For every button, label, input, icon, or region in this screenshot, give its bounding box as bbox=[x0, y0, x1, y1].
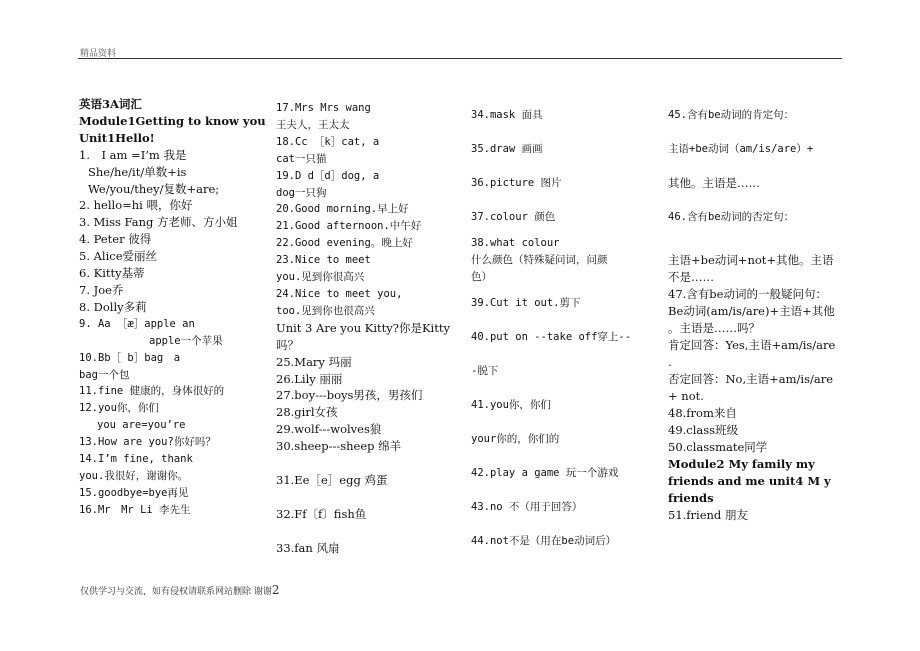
vocab-line: 49.class班级 bbox=[668, 423, 739, 437]
vocab-line: 主语+be动词+not+其他。主语 bbox=[668, 253, 834, 267]
vocab-line: 38.what colour bbox=[471, 237, 560, 249]
vocab-line: friends bbox=[668, 491, 714, 505]
spacer bbox=[276, 523, 452, 540]
spacer bbox=[471, 414, 647, 431]
vocab-line: 20.Good morning.早上好 bbox=[276, 203, 409, 216]
vocab-line: apple一个苹果 bbox=[149, 334, 223, 347]
vocab-line: too.见到你也很高兴 bbox=[276, 304, 375, 317]
vocab-line: 35.draw 画画 bbox=[471, 143, 543, 155]
spacer bbox=[668, 124, 844, 141]
vocab-line: 34.mask 面具 bbox=[471, 109, 543, 121]
vocab-line: 26.Lily 丽丽 bbox=[276, 371, 343, 386]
column-4 bbox=[668, 107, 844, 524]
vocab-line: 不是…… bbox=[668, 270, 714, 284]
vocab-line: 肯定回答：Yes,主语+am/is/are bbox=[668, 338, 836, 352]
vocab-line: Unit 3 Are you Kitty?你是Kitty bbox=[276, 320, 450, 335]
header-label: 精品资料 bbox=[80, 49, 117, 59]
footer bbox=[80, 583, 280, 597]
vocab-line: you.我很好，谢谢你。 bbox=[79, 469, 189, 482]
header-rule bbox=[78, 58, 842, 59]
spacer bbox=[471, 226, 647, 235]
spacer bbox=[471, 312, 647, 329]
vocab-line: 45.含有be动词的肯定句： bbox=[668, 109, 795, 121]
vocab-line: 41.you你，你们 bbox=[471, 399, 551, 411]
vocab-line: 14.I’m fine, thank bbox=[79, 453, 193, 466]
vocab-line: 18.Cc ［k］cat, a bbox=[276, 135, 380, 148]
vocab-line: 1. I am =I’m 我是 bbox=[79, 147, 187, 162]
vocab-line: 23.Nice to meet bbox=[276, 254, 371, 267]
vocab-line: 19.D d［d］dog, a bbox=[276, 169, 380, 182]
vocab-line: 40.put on --take off穿上-- bbox=[471, 331, 632, 343]
vocab-line: 36.picture 图片 bbox=[471, 177, 562, 189]
spacer bbox=[668, 243, 844, 252]
vocab-line: Module1Getting to know you bbox=[79, 113, 266, 128]
vocab-line: 25.Mary 玛丽 bbox=[276, 354, 352, 369]
vocab-line: 48.from来自 bbox=[668, 406, 737, 420]
vocab-line: 7. Joe乔 bbox=[79, 282, 124, 297]
vocab-line: 什么颜色（特殊疑问词，问颜 bbox=[471, 254, 608, 266]
vocab-line: + not. bbox=[668, 389, 704, 403]
vocab-line: 。主语是……吗？ bbox=[668, 321, 760, 335]
spacer bbox=[276, 489, 452, 506]
spacer bbox=[471, 346, 647, 363]
vocab-line: 43.no 不（用于回答） bbox=[471, 501, 583, 513]
vocab-line: you.见到你很高兴 bbox=[276, 271, 365, 284]
vocab-line: 色） bbox=[471, 271, 492, 283]
column-1 bbox=[79, 96, 266, 519]
vocab-line: -脱下 bbox=[471, 365, 499, 377]
spacer bbox=[471, 286, 647, 295]
footer-text: 仅供学习与交流，如有侵权请联系网站删除 谢谢 bbox=[80, 587, 272, 597]
vocab-line: you are=you’re bbox=[97, 419, 186, 432]
vocab-line: 15.goodbye=bye再见 bbox=[79, 486, 189, 499]
vocab-line: 30.sheep---sheep 绵羊 bbox=[276, 439, 402, 454]
vocab-line: 27.boy---boys男孩，男孩们 bbox=[276, 388, 423, 403]
spacer bbox=[471, 192, 647, 209]
vocab-line: 12.you你，你们 bbox=[79, 402, 159, 415]
vocab-line: 50.classmate同学 bbox=[668, 440, 768, 454]
spacer bbox=[471, 158, 647, 175]
vocab-line: . bbox=[668, 355, 672, 369]
vocab-line: 10.Bb［ b］bag a bbox=[79, 351, 181, 364]
vocab-line: 37.colour 颜色 bbox=[471, 211, 556, 223]
vocab-line: 13.How are you?你好吗？ bbox=[79, 436, 216, 449]
spacer bbox=[471, 124, 647, 141]
vocab-line: 39.Cut it out.剪下 bbox=[471, 297, 581, 309]
vocab-line: 46.含有be动词的否定句： bbox=[668, 211, 795, 223]
vocab-line: bag一个包 bbox=[79, 368, 130, 381]
vocab-line: 21.Good afternoon.中午好 bbox=[276, 220, 422, 233]
vocab-line: 16.Mr Mr Li 李先生 bbox=[79, 503, 191, 516]
vocab-line: 3. Miss Fang 方老师、方小姐 bbox=[79, 215, 238, 230]
spacer bbox=[471, 380, 647, 397]
vocab-line: 8. Dolly多莉 bbox=[79, 299, 147, 314]
vocab-line: 2. hello=hi 喂，你好 bbox=[79, 198, 193, 213]
vocab-line: Unit1Hello! bbox=[79, 130, 155, 145]
vocab-line: 英语3A词汇 bbox=[79, 97, 142, 111]
vocab-line: We/you/they/复数+are; bbox=[88, 181, 220, 196]
vocab-line: 主语+be动词（am/is/are）+ bbox=[668, 143, 814, 155]
vocab-line: 31.Ee［e］egg 鸡蛋 bbox=[276, 473, 388, 488]
vocab-line: Module2 My family my bbox=[668, 457, 815, 471]
vocab-line: 22.Good evening。晚上好 bbox=[276, 237, 413, 250]
vocab-line: 11.fine 健康的，身体很好的 bbox=[79, 385, 225, 398]
spacer bbox=[471, 448, 647, 465]
vocab-line: 42.play a game 玩一个游戏 bbox=[471, 467, 619, 479]
page-number: 2 bbox=[271, 583, 280, 597]
column-3 bbox=[471, 107, 647, 550]
spacer bbox=[471, 482, 647, 499]
vocab-line: 47.含有be动词的一般疑问句： bbox=[668, 287, 827, 301]
spacer bbox=[276, 455, 452, 472]
vocab-line: dog一只狗 bbox=[276, 186, 327, 199]
vocab-line: 51.friend 朋友 bbox=[668, 508, 748, 522]
vocab-line: 29.wolf---wolves狼 bbox=[276, 422, 382, 437]
vocab-line: your你的，你们的 bbox=[471, 433, 560, 445]
vocab-line: 24.Nice to meet you, bbox=[276, 287, 403, 300]
vocab-line: 17.Mrs Mrs wang bbox=[276, 102, 371, 114]
vocab-line: 9. Aa ［æ］apple an bbox=[79, 317, 195, 330]
vocab-line: 4. Peter 彼得 bbox=[79, 232, 152, 247]
spacer bbox=[668, 158, 844, 175]
spacer bbox=[471, 516, 647, 533]
vocab-line: 吗？ bbox=[276, 337, 299, 352]
vocab-line: 其他。主语是…… bbox=[668, 176, 760, 190]
vocab-line: friends and me unit4 M y bbox=[668, 474, 831, 488]
vocab-line: 5. Alice爱丽丝 bbox=[79, 249, 158, 264]
spacer bbox=[668, 226, 844, 243]
vocab-line: She/he/it/单数+is bbox=[88, 164, 187, 179]
vocab-line: 33.fan 风扇 bbox=[276, 540, 340, 555]
vocab-line: 6. Kitty基蒂 bbox=[79, 266, 145, 281]
column-2 bbox=[276, 100, 452, 557]
vocab-line: cat一只猫 bbox=[276, 152, 327, 165]
vocab-line: 32.Ff〔f〕fish鱼 bbox=[276, 506, 367, 521]
spacer bbox=[668, 192, 844, 209]
vocab-line: 王夫人，王太太 bbox=[276, 118, 350, 131]
vocab-line: Be动词(am/is/are)+主语+其他 bbox=[668, 304, 835, 318]
vocab-line: 44.not不是（用在be动词后） bbox=[471, 535, 617, 547]
vocab-line: 28.girl女孩 bbox=[276, 405, 338, 420]
vocab-line: 否定回答：No,主语+am/is/are bbox=[668, 372, 834, 386]
